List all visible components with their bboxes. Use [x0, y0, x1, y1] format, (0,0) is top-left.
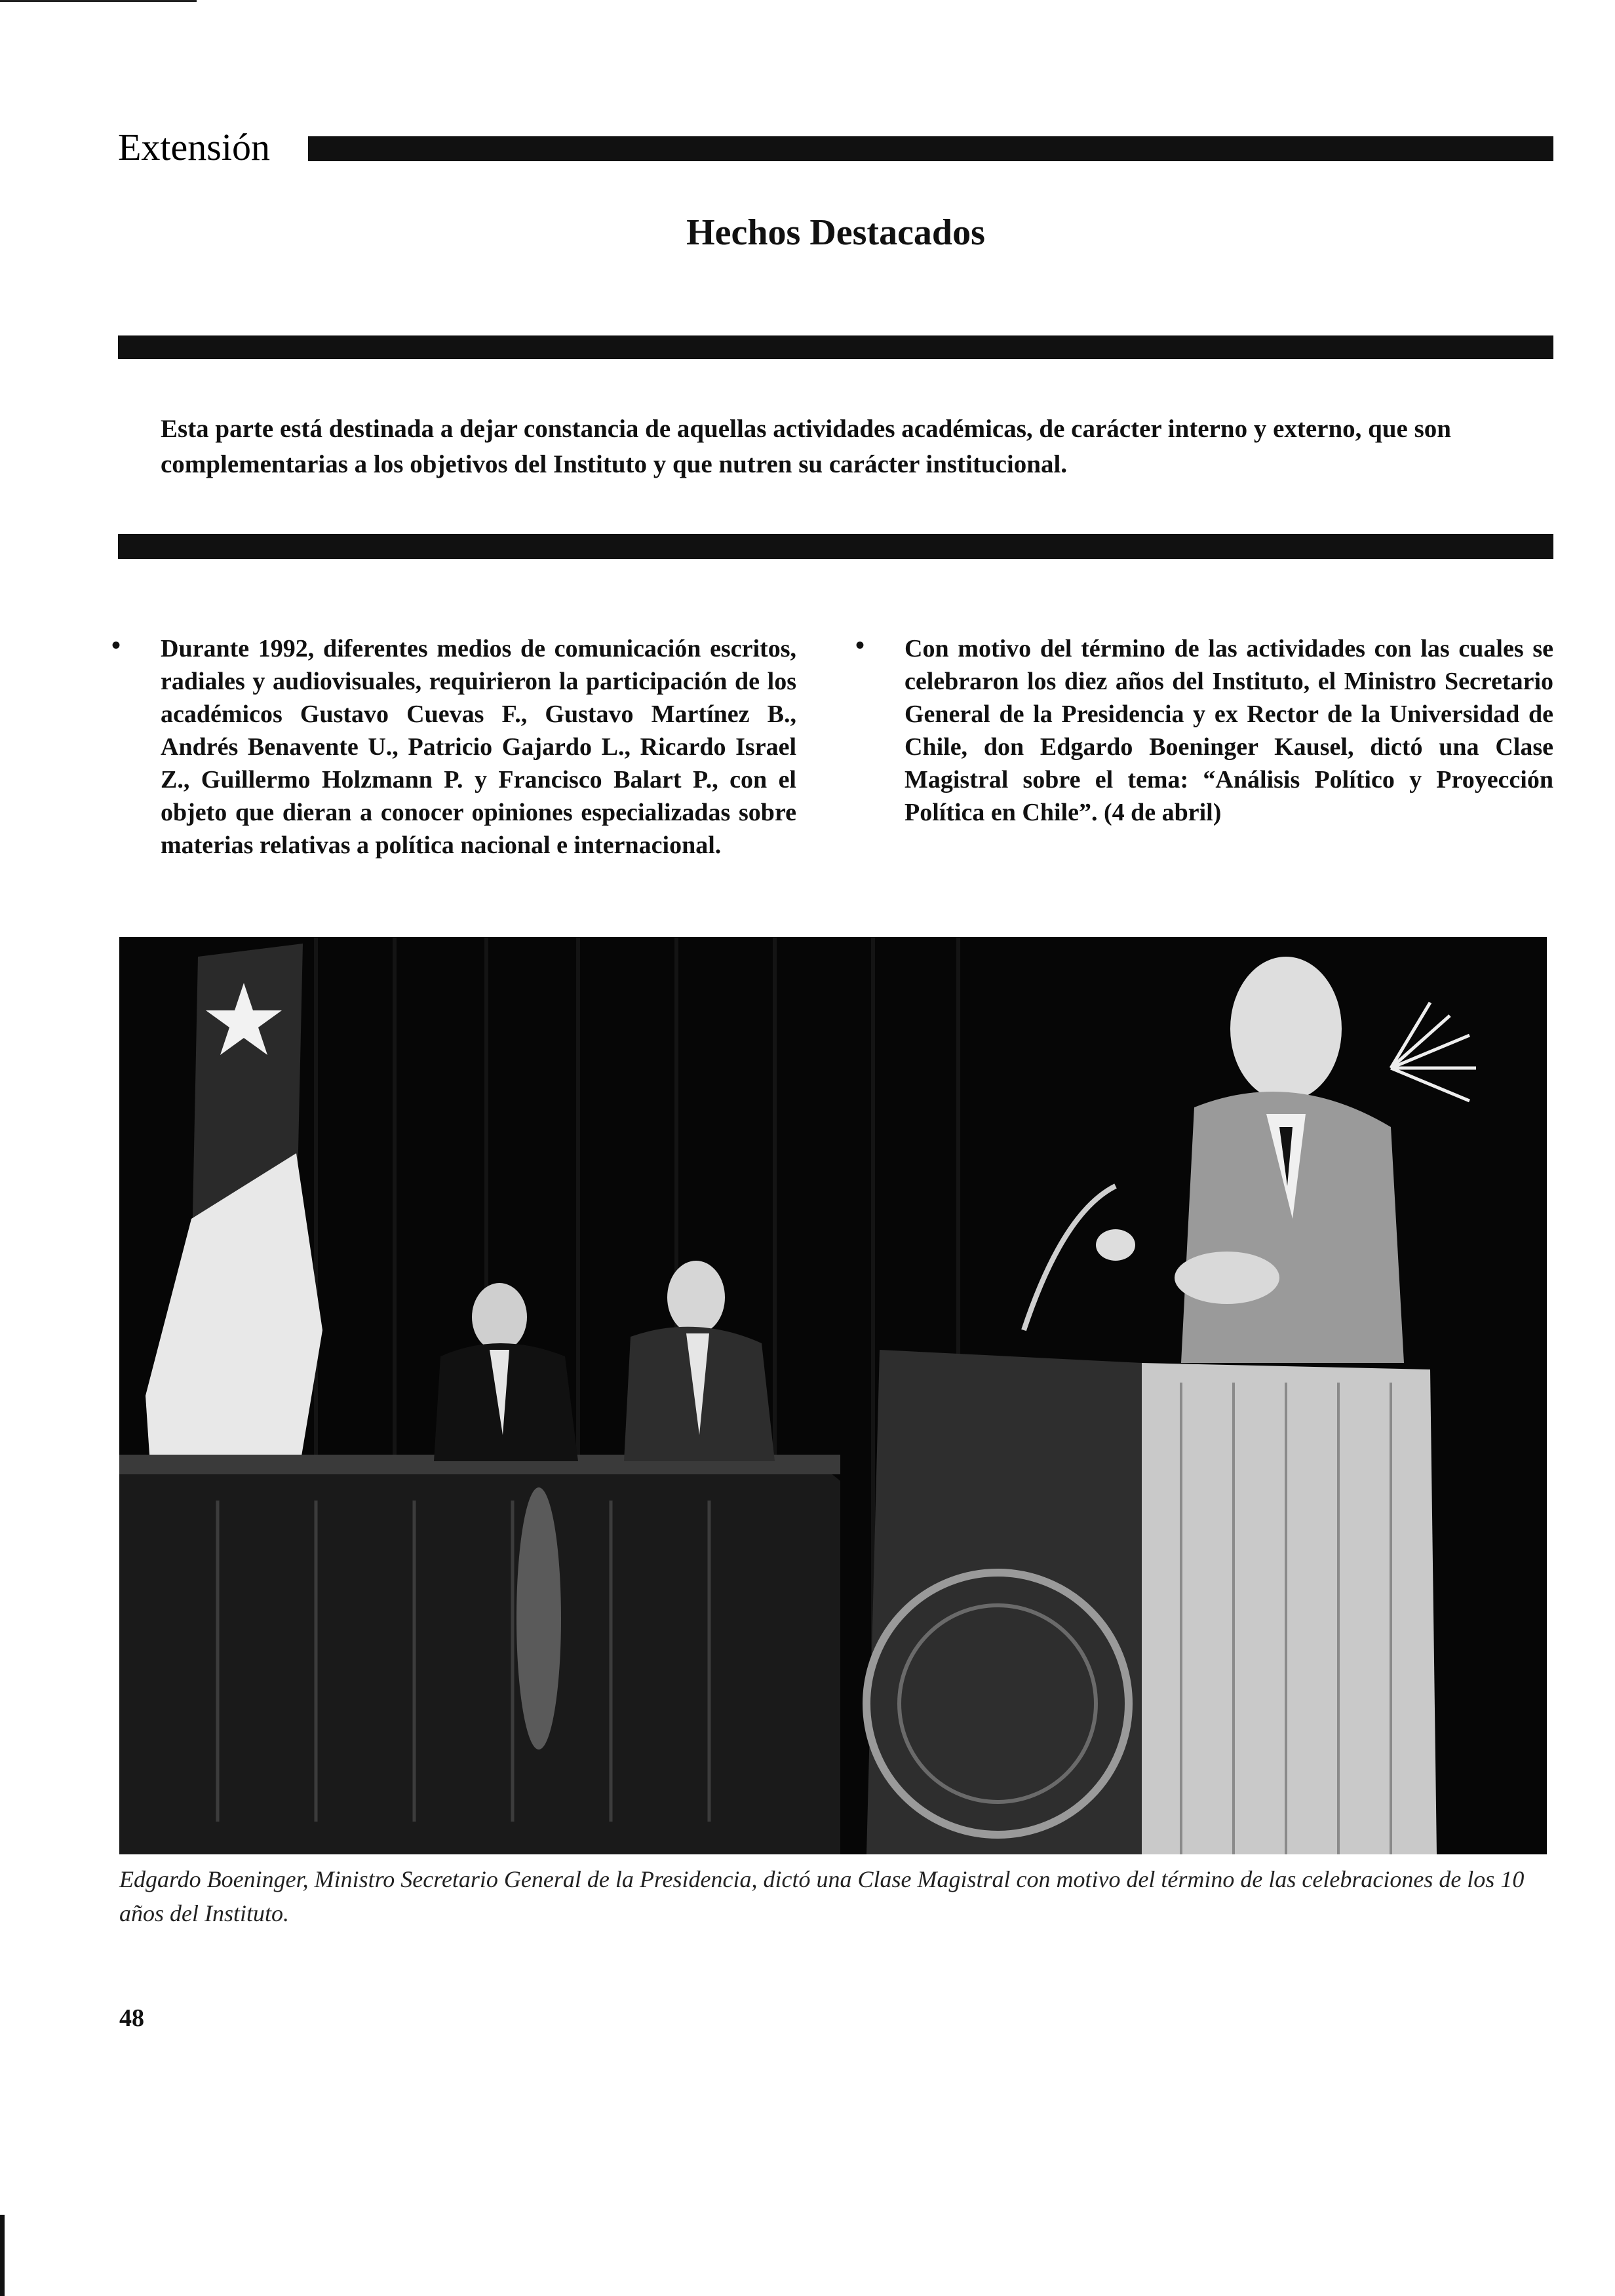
page-number: 48 [119, 2004, 144, 2032]
divider-rule [118, 335, 1553, 359]
event-photo [119, 937, 1547, 1854]
event-photo-illustration [119, 937, 1547, 1854]
bullet-marker: • [855, 630, 865, 660]
section-header-bar [308, 136, 1553, 161]
divider-rule [118, 534, 1553, 559]
section-header [118, 124, 1553, 170]
bullet-marker: • [111, 630, 121, 660]
scan-edge-mark [0, 0, 197, 2]
lectern [866, 1350, 1437, 1854]
scan-edge-mark [0, 2215, 5, 2296]
news-item-media: Durante 1992, diferentes medios de comunicación escritos, radiales y audiovisuales, requirieron la participación de los académicos Gustavo Cuevas F., Gustavo Martínez B., Andrés Benavente U., Patricio Gajardo L., Ricardo Israel Z., Guillermo Holzmann P. y Francisco Balart P., con el objeto que dieran a conocer opiniones especializadas sobre materias relativas a política nacional e internacional. [161, 635, 796, 859]
photo-caption: Edgardo Boeninger, Ministro Secretario General de la Presidencia, dictó una Clase Magistral con motivo del término de las celebraciones de los 10 años del Instituto. [119, 1866, 1525, 1926]
news-item-lecture: Con motivo del término de las actividades con las cuales se celebraron los diez años del Instituto, el Ministro Secretario General de la Presidencia y ex Rector de la Universidad de Chile, don Edgardo Boeninger Kausel, dictó una Clase Magistral sobre el tema: “Análisis Político y Proyección Política en Chile”. (4 de abril) [905, 635, 1553, 826]
intro-paragraph: Esta parte está destinada a dejar constancia de aquellas actividades académicas, de carácter interno y externo, que son complementarias a los objetivos del Instituto y que nutren su carácter institucional. [161, 415, 1451, 478]
page-title: Hechos Destacados [686, 212, 985, 253]
section-label: Extensión [118, 126, 270, 168]
